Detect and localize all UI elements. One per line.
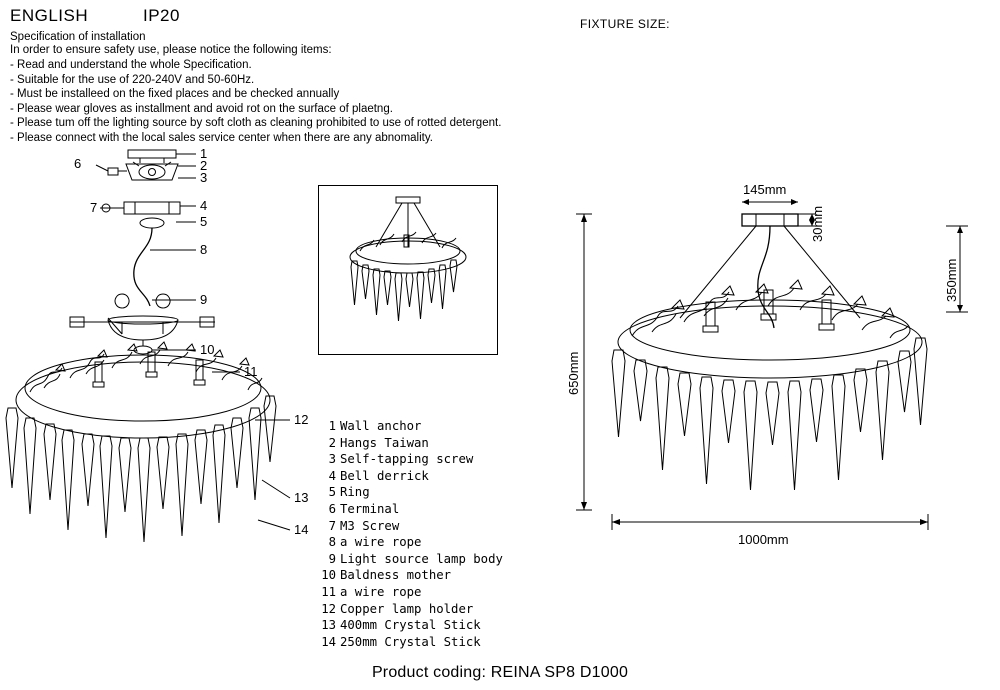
svg-text:30mm: 30mm (810, 205, 825, 242)
legend-item: 6 Terminal (328, 501, 400, 516)
legend-item: 2 Hangs Taiwan (328, 435, 429, 450)
svg-text:11: 11 (244, 364, 258, 379)
legend-item: 4 Bell derrick (328, 468, 429, 483)
svg-text:145mm: 145mm (743, 182, 787, 197)
exploded-assembly-diagram (0, 140, 320, 560)
svg-text:7: 7 (90, 200, 98, 215)
fixture-size-label: FIXTURE SIZE: (580, 17, 670, 31)
legend-item: 8 a wire rope (328, 535, 422, 550)
specification-item: - Must be installeed on the fixed places and be checked annually (10, 88, 340, 101)
specification-heading: Specification of installation (10, 31, 146, 43)
specification-item: - Read and understand the whole Specification. (10, 59, 252, 71)
legend-item: 1 Wall anchor (328, 419, 422, 433)
specification-list (10, 58, 501, 146)
legend-item: 12 Copper lamp holder (321, 601, 474, 616)
svg-text:6: 6 (74, 156, 82, 171)
svg-text:1000mm: 1000mm (738, 532, 789, 547)
specification-item: - Please tum off the lighting source by soft cloth as cleaning prohibited to use of rotted detergent. (10, 117, 502, 130)
product-inset-view (318, 185, 498, 355)
legend-item: 10 Baldness mother (321, 568, 452, 583)
svg-text:9: 9 (200, 292, 208, 307)
specification-item: - Suitable for the use of 220-240V and 50-60Hz. (10, 73, 255, 86)
svg-text:8: 8 (200, 242, 208, 257)
specification-item: - Please wear gloves as installment and avoid rot on the surface of plaetng. (10, 102, 393, 115)
parts-legend (318, 418, 503, 650)
svg-text:4: 4 (200, 198, 208, 213)
specification-intro: In order to ensure safety use, please notice the following items: (10, 44, 332, 56)
ip-rating-label: IP20 (143, 6, 180, 25)
legend-item: 3 Self-tapping screw (328, 452, 474, 467)
svg-text:13: 13 (294, 490, 309, 505)
language-label: ENGLISH (10, 6, 89, 25)
specification-item: - Please connect with the local sales service center when there are any abnomality. (10, 131, 433, 144)
legend-item: 14 250mm Crystal Stick (321, 634, 481, 649)
svg-text:650mm: 650mm (566, 351, 581, 395)
legend-item: 9 Light source lamp body (328, 551, 503, 566)
svg-text:10: 10 (200, 342, 215, 357)
fixture-size-diagram (560, 170, 980, 570)
svg-text:2: 2 (200, 158, 208, 173)
svg-text:1: 1 (200, 146, 208, 161)
product-coding-label: Product coding: REINA SP8 D1000 (371, 664, 629, 681)
legend-item: 5 Ring (328, 485, 370, 500)
legend-item: 7 M3 Screw (328, 518, 400, 533)
svg-text:14: 14 (294, 522, 309, 537)
svg-text:3: 3 (200, 170, 208, 185)
svg-text:12: 12 (294, 412, 309, 427)
legend-item: 13 400mm Crystal Stick (321, 618, 481, 633)
svg-text:350mm: 350mm (944, 258, 959, 302)
legend-item: 11 a wire rope (321, 584, 422, 599)
svg-text:5: 5 (200, 214, 208, 229)
